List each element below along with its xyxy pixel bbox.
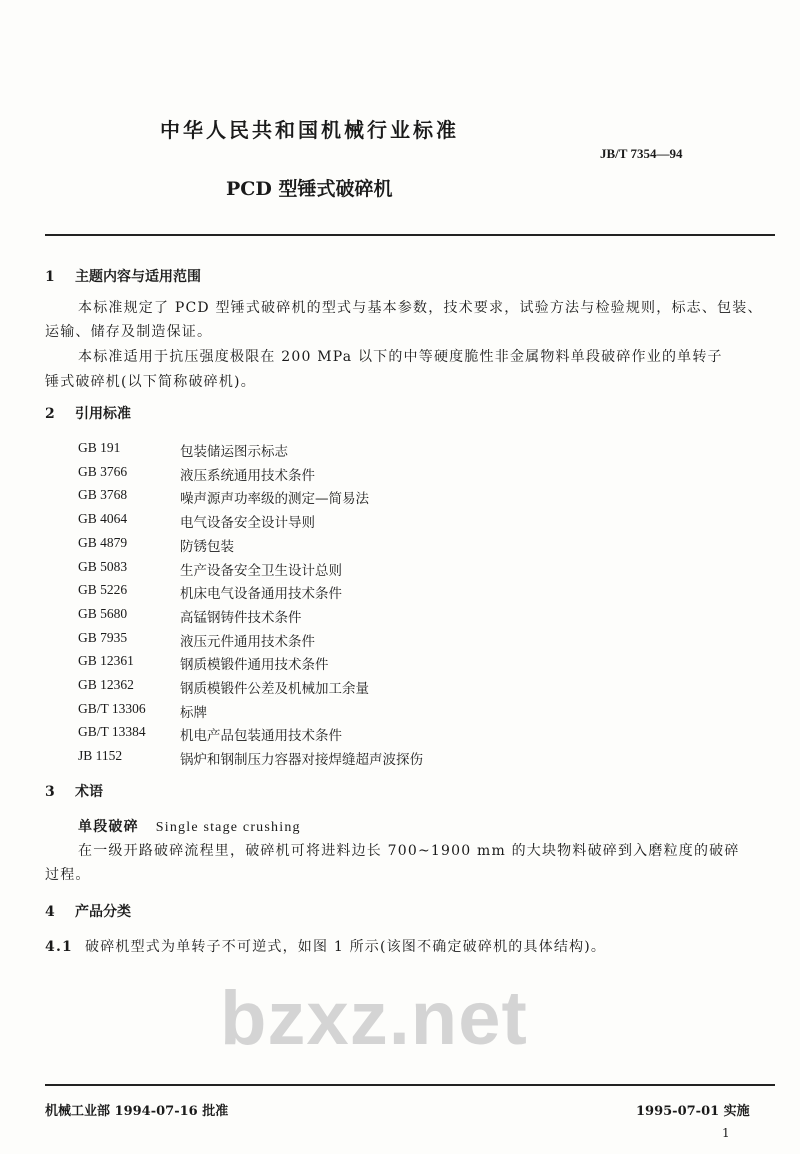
- reference-title: 防锈包装: [180, 538, 234, 555]
- section-number: 3: [45, 784, 55, 800]
- document-title: PCD 型锤式破碎机: [226, 178, 393, 200]
- reference-title: 包装储运图示标志: [180, 444, 288, 460]
- standard-number: JB/T 7354—94: [600, 146, 683, 161]
- reference-title: 机床电气设备通用技术条件: [180, 586, 342, 603]
- reference-title: 锅炉和钢制压力容器对接焊缝超声波探伤: [180, 752, 423, 769]
- reference-title: 钢质模锻件通用技术条件: [180, 657, 329, 674]
- footer-divider: [45, 1084, 775, 1086]
- reference-code: GB 7935: [78, 629, 128, 645]
- watermark: bzxz.net: [220, 976, 528, 1061]
- reference-title: 噪声源声功率级的测定—简易法: [180, 491, 369, 508]
- reference-code: GB 191: [78, 440, 121, 455]
- page-number: 1: [722, 1126, 730, 1140]
- section-3-heading: [45, 781, 103, 801]
- reference-title: 钢质模锻件公差及机械加工余量: [180, 681, 369, 697]
- term-english: Single stage crushing: [155, 820, 301, 835]
- effective-date: 1995-07-01 实施: [636, 1104, 750, 1119]
- section-title: 术语: [75, 784, 103, 800]
- reference-title: 生产设备安全卫生设计总则: [180, 562, 342, 579]
- approval-date: 机械工业部 1994-07-16 批准: [45, 1104, 229, 1119]
- reference-code: JB 1152: [78, 748, 123, 764]
- reference-code: GB 4064: [78, 511, 128, 527]
- section-1-heading: [45, 266, 201, 286]
- paragraph-line: 运输、储存及制造保证。: [45, 324, 213, 340]
- section-title: 主题内容与适用范围: [75, 269, 201, 285]
- term-definition: [78, 816, 301, 836]
- section-2-heading: [45, 403, 131, 423]
- reference-title: 液压系统通用技术条件: [180, 467, 315, 484]
- section-number: 2: [45, 406, 55, 422]
- reference-code: GB 3766: [78, 463, 128, 479]
- term-chinese: 单段破碎: [78, 819, 139, 835]
- clause-number: 4.1: [45, 939, 73, 955]
- clause-4-1: [45, 936, 606, 956]
- reference-code: GB 4879: [78, 534, 128, 550]
- reference-title: 标牌: [180, 704, 207, 721]
- reference-code: GB 5226: [78, 582, 128, 598]
- section-number: 1: [45, 269, 55, 285]
- reference-code: GB 5680: [78, 605, 128, 621]
- reference-title: 液压元件通用技术条件: [180, 633, 315, 650]
- reference-code: GB 5083: [78, 558, 128, 574]
- section-title: 产品分类: [75, 904, 131, 920]
- reference-title: 高锰钢铸件技术条件: [180, 609, 302, 626]
- paragraph-line: 在一级开路破碎流程里，破碎机可将进料边长 700~1900 mm 的大块物料破碎到入磨粒度的破碎: [78, 843, 740, 859]
- section-number: 4: [45, 904, 55, 920]
- paragraph-line: 本标准规定了 PCD 型锤式破碎机的型式与基本参数，技术要求，试验方法与检验规则，标志、包装、: [78, 300, 763, 316]
- paragraph-line: 本标准适用于抗压强度极限在 200 MPa 以下的中等硬度脆性非金属物料单段破碎作业的单转子: [78, 349, 723, 365]
- issuing-organization: 中华人民共和国机械行业标准: [160, 118, 459, 142]
- section-title: 引用标准: [75, 406, 131, 422]
- reference-title: 电气设备安全设计导则: [180, 515, 315, 532]
- reference-code: GB 3768: [78, 487, 128, 503]
- paragraph-line: 锤式破碎机(以下简称破碎机)。: [45, 374, 256, 390]
- reference-code: GB 12362: [78, 677, 134, 692]
- reference-code: GB/T 13306: [78, 700, 146, 716]
- paragraph-line: 过程。: [45, 867, 91, 883]
- reference-title: 机电产品包装通用技术条件: [180, 728, 342, 745]
- reference-code: GB 12361: [78, 653, 134, 669]
- header-divider: [45, 234, 775, 236]
- section-4-heading: [45, 901, 131, 921]
- reference-code: GB/T 13384: [78, 724, 146, 740]
- clause-text: 破碎机型式为单转子不可逆式，如图 1 所示(该图不确定破碎机的具体结构)。: [85, 939, 607, 955]
